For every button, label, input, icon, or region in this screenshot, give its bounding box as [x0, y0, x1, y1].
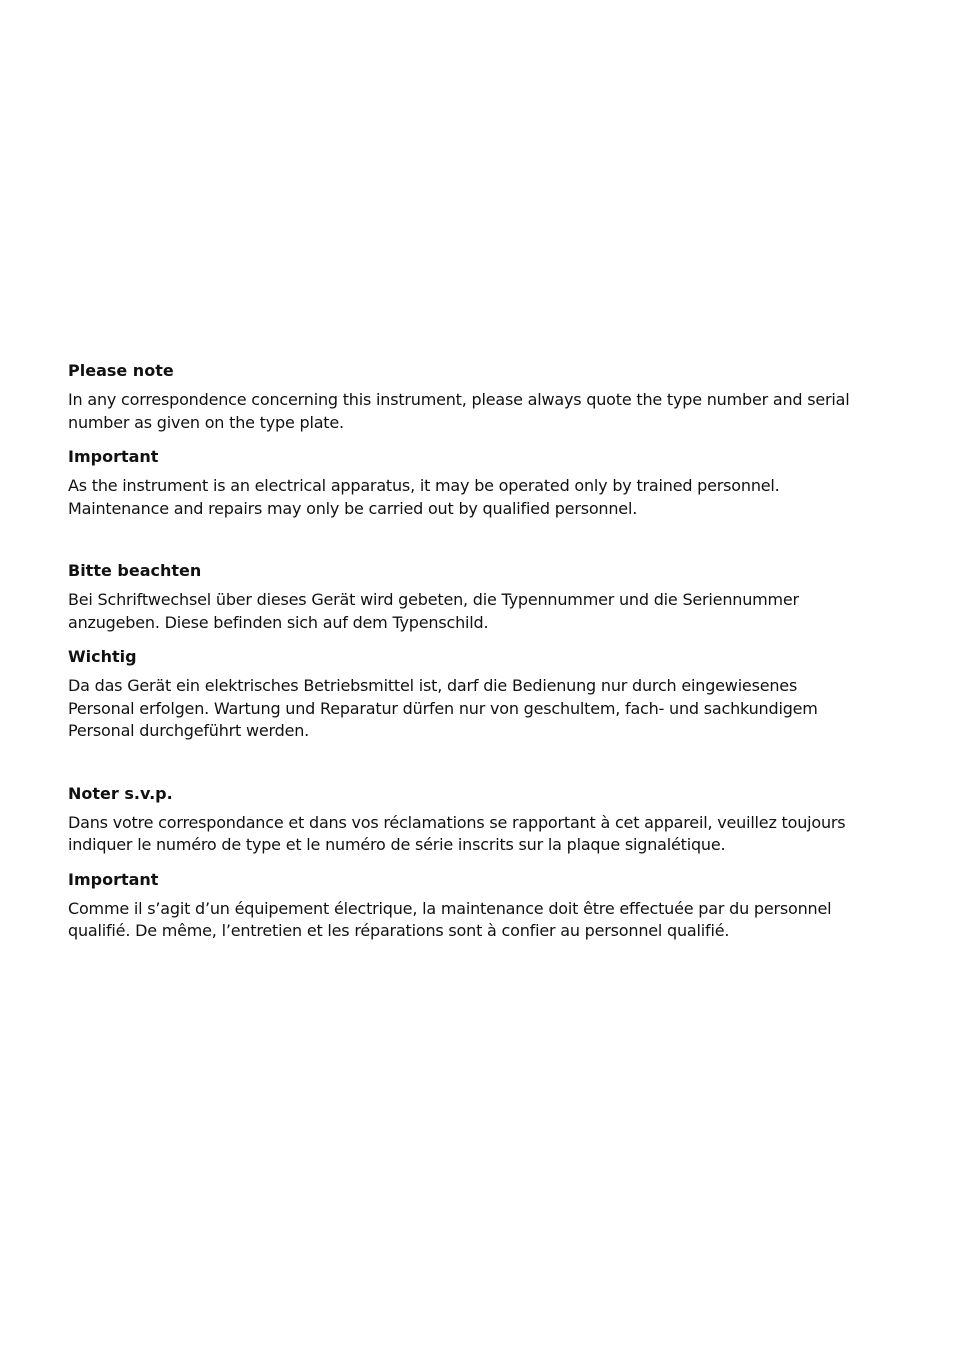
please-note-text: In any correspondence concerning this instrument, please always quote the type number and serial number as given on the type plate. [68, 390, 850, 432]
important-fr-text: Comme il s’agit d’un équipement électrique, la maintenance doit être effectuée par du personnel qualifié. De même, l’entretien et les réparations sont à confier au personnel qualifié. [68, 898, 832, 940]
bitte-beachten-heading: Bitte beachten [68, 561, 202, 580]
notice-section-german [68, 560, 868, 743]
wichtig-text: Da das Gerät ein elektrisches Betriebsmittel ist, darf die Bedienung nur durch eingewiesenes Personal erfolgen. Wartung und Reparatur dürfen nur von geschultem, fach- und sachkundigem Personal durchgeführt werden. [68, 676, 818, 740]
important-text: As the instrument is an electrical apparatus, it may be operated only by trained personnel. Maintenance and repairs may only be carried out by qualified personnel. [68, 476, 780, 518]
notice-page [68, 360, 868, 955]
noter-svp-heading: Noter s.v.p. [68, 783, 173, 803]
please-note-heading: Please note [68, 361, 174, 380]
bitte-beachten-text: Bei Schriftwechsel über dieses Gerät wird gebeten, die Typennummer und die Seriennummer anzugeben. Diese befinden sich auf dem Typenschild. [68, 590, 799, 632]
important-heading: Important [68, 447, 159, 466]
notice-section-french [68, 783, 868, 943]
noter-svp-text: Dans votre correspondance et dans vos réclamations se rapportant à cet appareil, veuillez toujours indiquer le numéro de type et le numéro de série inscrits sur la plaque signalétique. [68, 812, 846, 854]
notice-section-english [68, 360, 868, 520]
important-fr-heading: Important [68, 869, 159, 889]
wichtig-heading: Wichtig [68, 647, 137, 666]
